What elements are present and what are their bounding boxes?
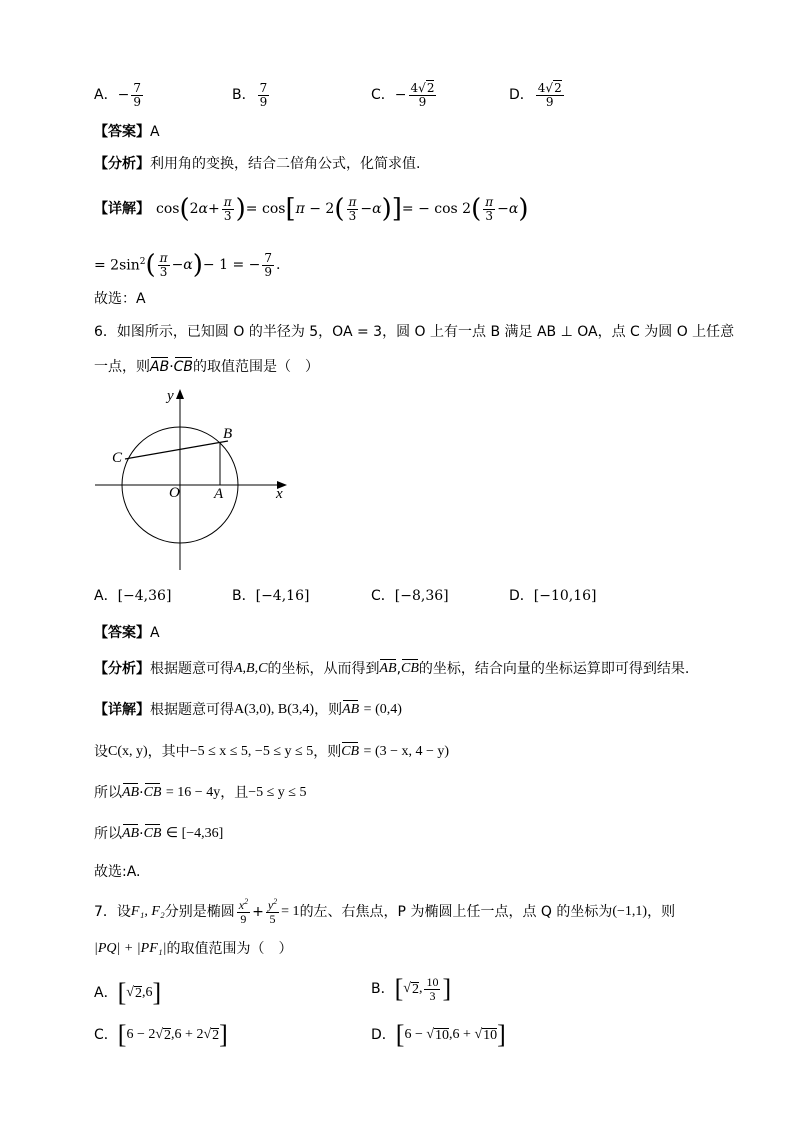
option-label: C． [94,1027,118,1043]
numerator: 4√2 [410,81,435,95]
q7-option-d: D． [ 6 − √ 10 ,6 + √ 10 ] [371,1020,506,1049]
answer-tag: 【答案】 [94,625,150,641]
detail-text: 根据题意可得 [150,702,234,718]
q6-conclusion: 故选:A. [94,864,141,880]
detail-result: = (0,4) [363,702,402,717]
formula-text: cos [156,201,180,218]
label-a: A [214,486,224,502]
option-sign: − [394,87,407,104]
detail-text: ，则 [314,702,343,718]
numerator: 7 [259,81,268,95]
q6-detail-line1: 【详解】 根据题意可得 A(3,0), B(3,4) ，则 AB = (0,4) [94,702,402,718]
answer-value: A [150,124,160,140]
radicand: 2 [426,81,435,95]
segment-cb [125,441,228,459]
analysis-points: A,B,C [234,661,268,676]
option-label: D． [371,1027,396,1043]
analysis-tag: 【分析】 [94,661,150,677]
q6-answer [94,626,160,640]
q6-detail-line3: 所以 AB · CB = 16 − 4y ，且 −5 ≤ y ≤ 5 [94,785,307,801]
formula-text: = $2\sin^2$ [94,256,146,274]
q6-stem-line1: 6．如图所示，已知圆 O 的半径为 5，OA = 3，圆 O 上有一点 B 满足 AB ⊥ OA，点 C 为圆 O 上任意 [94,324,735,340]
option-text: [−10,16] [533,588,597,604]
detail-text: 设 [94,744,108,760]
q5-option-b [232,82,271,108]
detail-text: ，其中 [147,744,190,760]
detail-tag: 【详解】 [94,201,150,218]
stem-eq-tail: = 1 [281,903,300,919]
option-fraction [131,82,143,108]
detail-result: ∈ [−4,36] [165,826,224,841]
q5-detail-line1: 【详解】 cos ( 2 α + $\frac{\pi}{3}$ ) = cos [ π − 2 ( $\frac{\pi}{3}$ − α ) ] = − cos 2 ( $\frac{\pi}{3}$ − α ) [94,194,529,225]
analysis-post: 的坐标，结合向量的坐标运算即可得到结果. [418,661,690,677]
q5-answer [94,125,160,139]
q7-option-b: B． [ √ 2 , $\frac{10}{3}$ ] [371,974,452,1004]
option-label: D． [509,87,534,104]
denominator: 9 [259,94,268,109]
detail-result: = 16 − 4y [165,785,221,800]
q7-stem-line1: 7．设 F₁, F₂ 分别是椭圆 $\frac{x^2}{9}$ + $\frac{y^2}{5}$ = 1 的左、右焦点，P 为椭圆上任一点，点 Q 的坐标为 (−1,1) ，则 [94,897,676,926]
q5-conclusion: 故选：A [94,291,146,307]
stem-pre: 7．设 [94,903,131,920]
option-label: B． [232,588,256,604]
q5-option-a [94,82,145,108]
stem-mid: 分别是椭圆 [164,903,235,920]
option-label: B． [371,981,395,998]
option-label: A． [94,87,118,104]
q7-stem-line2 [94,942,292,956]
q6-option-d [509,589,597,603]
stem-post: 的左、右焦点，P 为椭圆上任一点，点 Q 的坐标为 [299,903,613,920]
option-text: [−4,36] [117,588,172,604]
label-b: B [223,426,233,442]
answer-tag: 【答案】 [94,124,150,140]
label-y: y [167,388,174,404]
stem-foci: F₁, F₂ [130,903,165,919]
q6-stem-line2: 一点，则 AB · CB 的取值范围是（ ） [94,359,320,375]
label-x: x [276,486,283,502]
analysis-pre: 根据题意可得 [150,661,234,677]
numerator: 7 [133,81,141,95]
q6-option-a [94,589,171,603]
numerator: 4√2 [537,81,562,95]
option-label: A． [94,985,118,1001]
detail-point-c: C(x, y) [108,744,148,759]
option-text: [−8,36] [394,588,449,604]
stem-expr: |PQ| + |PF₁| [94,941,167,956]
q5-analysis [94,157,420,171]
q6-option-c [371,589,449,603]
detail-condition: −5 ≤ y ≤ 5 [248,785,307,800]
detail-text: ，且 [220,785,249,801]
stem-then: ，则 [647,903,676,920]
option-sign: − [117,87,130,104]
option-fraction [258,82,270,108]
stem-pre: 一点，则 [94,359,150,375]
stem-post: 的取值范围是（ ） [193,359,320,375]
detail-range: −5 ≤ x ≤ 5, −5 ≤ y ≤ 5 [189,744,314,759]
option-label: D． [509,588,534,604]
q6-option-b [232,589,309,603]
detail-tag: 【详解】 [94,702,150,718]
answer-value: A [150,625,160,641]
stem-post: 的取值范围为（ ） [166,941,293,957]
analysis-mid: 的坐标，从而得到 [267,661,380,677]
denominator: 9 [133,94,141,109]
option-label: C． [371,588,395,604]
detail-result: = (3 − x, 4 − y) [363,744,450,759]
option-fraction [536,82,564,108]
detail-points: A(3,0), B(3,4) [234,702,315,717]
option-label: C． [371,87,395,104]
q5-option-c [371,82,438,108]
option-fraction [409,82,437,108]
coef: 4 [410,81,419,95]
denominator: 9 [545,94,554,109]
y-axis-arrow-icon [176,389,184,399]
q6-figure [90,385,300,575]
q7-option-c: C． [ 6 − 2√ 2 ,6 + 2√ 2 ] [94,1020,228,1049]
label-o: O [169,485,180,501]
detail-text: 所以 [94,826,122,842]
q7-option-a: A． [ √ 2 ,6 ] [94,978,162,1007]
stem-q: (−1,1) [612,903,648,919]
denominator: 9 [418,94,427,109]
q6-analysis: 【分析】 根据题意可得 A,B,C 的坐标，从而得到 AB , CB 的坐标，结合向量的坐标运算即可得到结果. [94,661,690,677]
option-text: [−4,16] [255,588,310,604]
coef: 4 [537,81,546,95]
q5-option-d [509,82,566,108]
detail-text: 所以 [94,785,122,801]
q5-detail-line2: = $2\sin^2$ ( $\frac{\pi}{3}$ − α ) − 1 = − $\frac{7}{9}$ . [94,250,281,281]
analysis-tag: 【分析】 [94,156,150,172]
q6-detail-line2: 设 C(x, y) ，其中 −5 ≤ x ≤ 5, −5 ≤ y ≤ 5 ，则 CB = (3 − x, 4 − y) [94,744,450,760]
radicand: 2 [554,81,562,95]
detail-text: ，则 [313,744,342,760]
q6-detail-line4: 所以 AB · CB ∈ [−4,36] [94,826,224,842]
option-label: B． [232,87,256,104]
option-label: A． [94,588,118,604]
label-c: C [112,450,123,466]
analysis-text: 利用角的变换，结合二倍角公式，化简求值. [150,156,421,172]
